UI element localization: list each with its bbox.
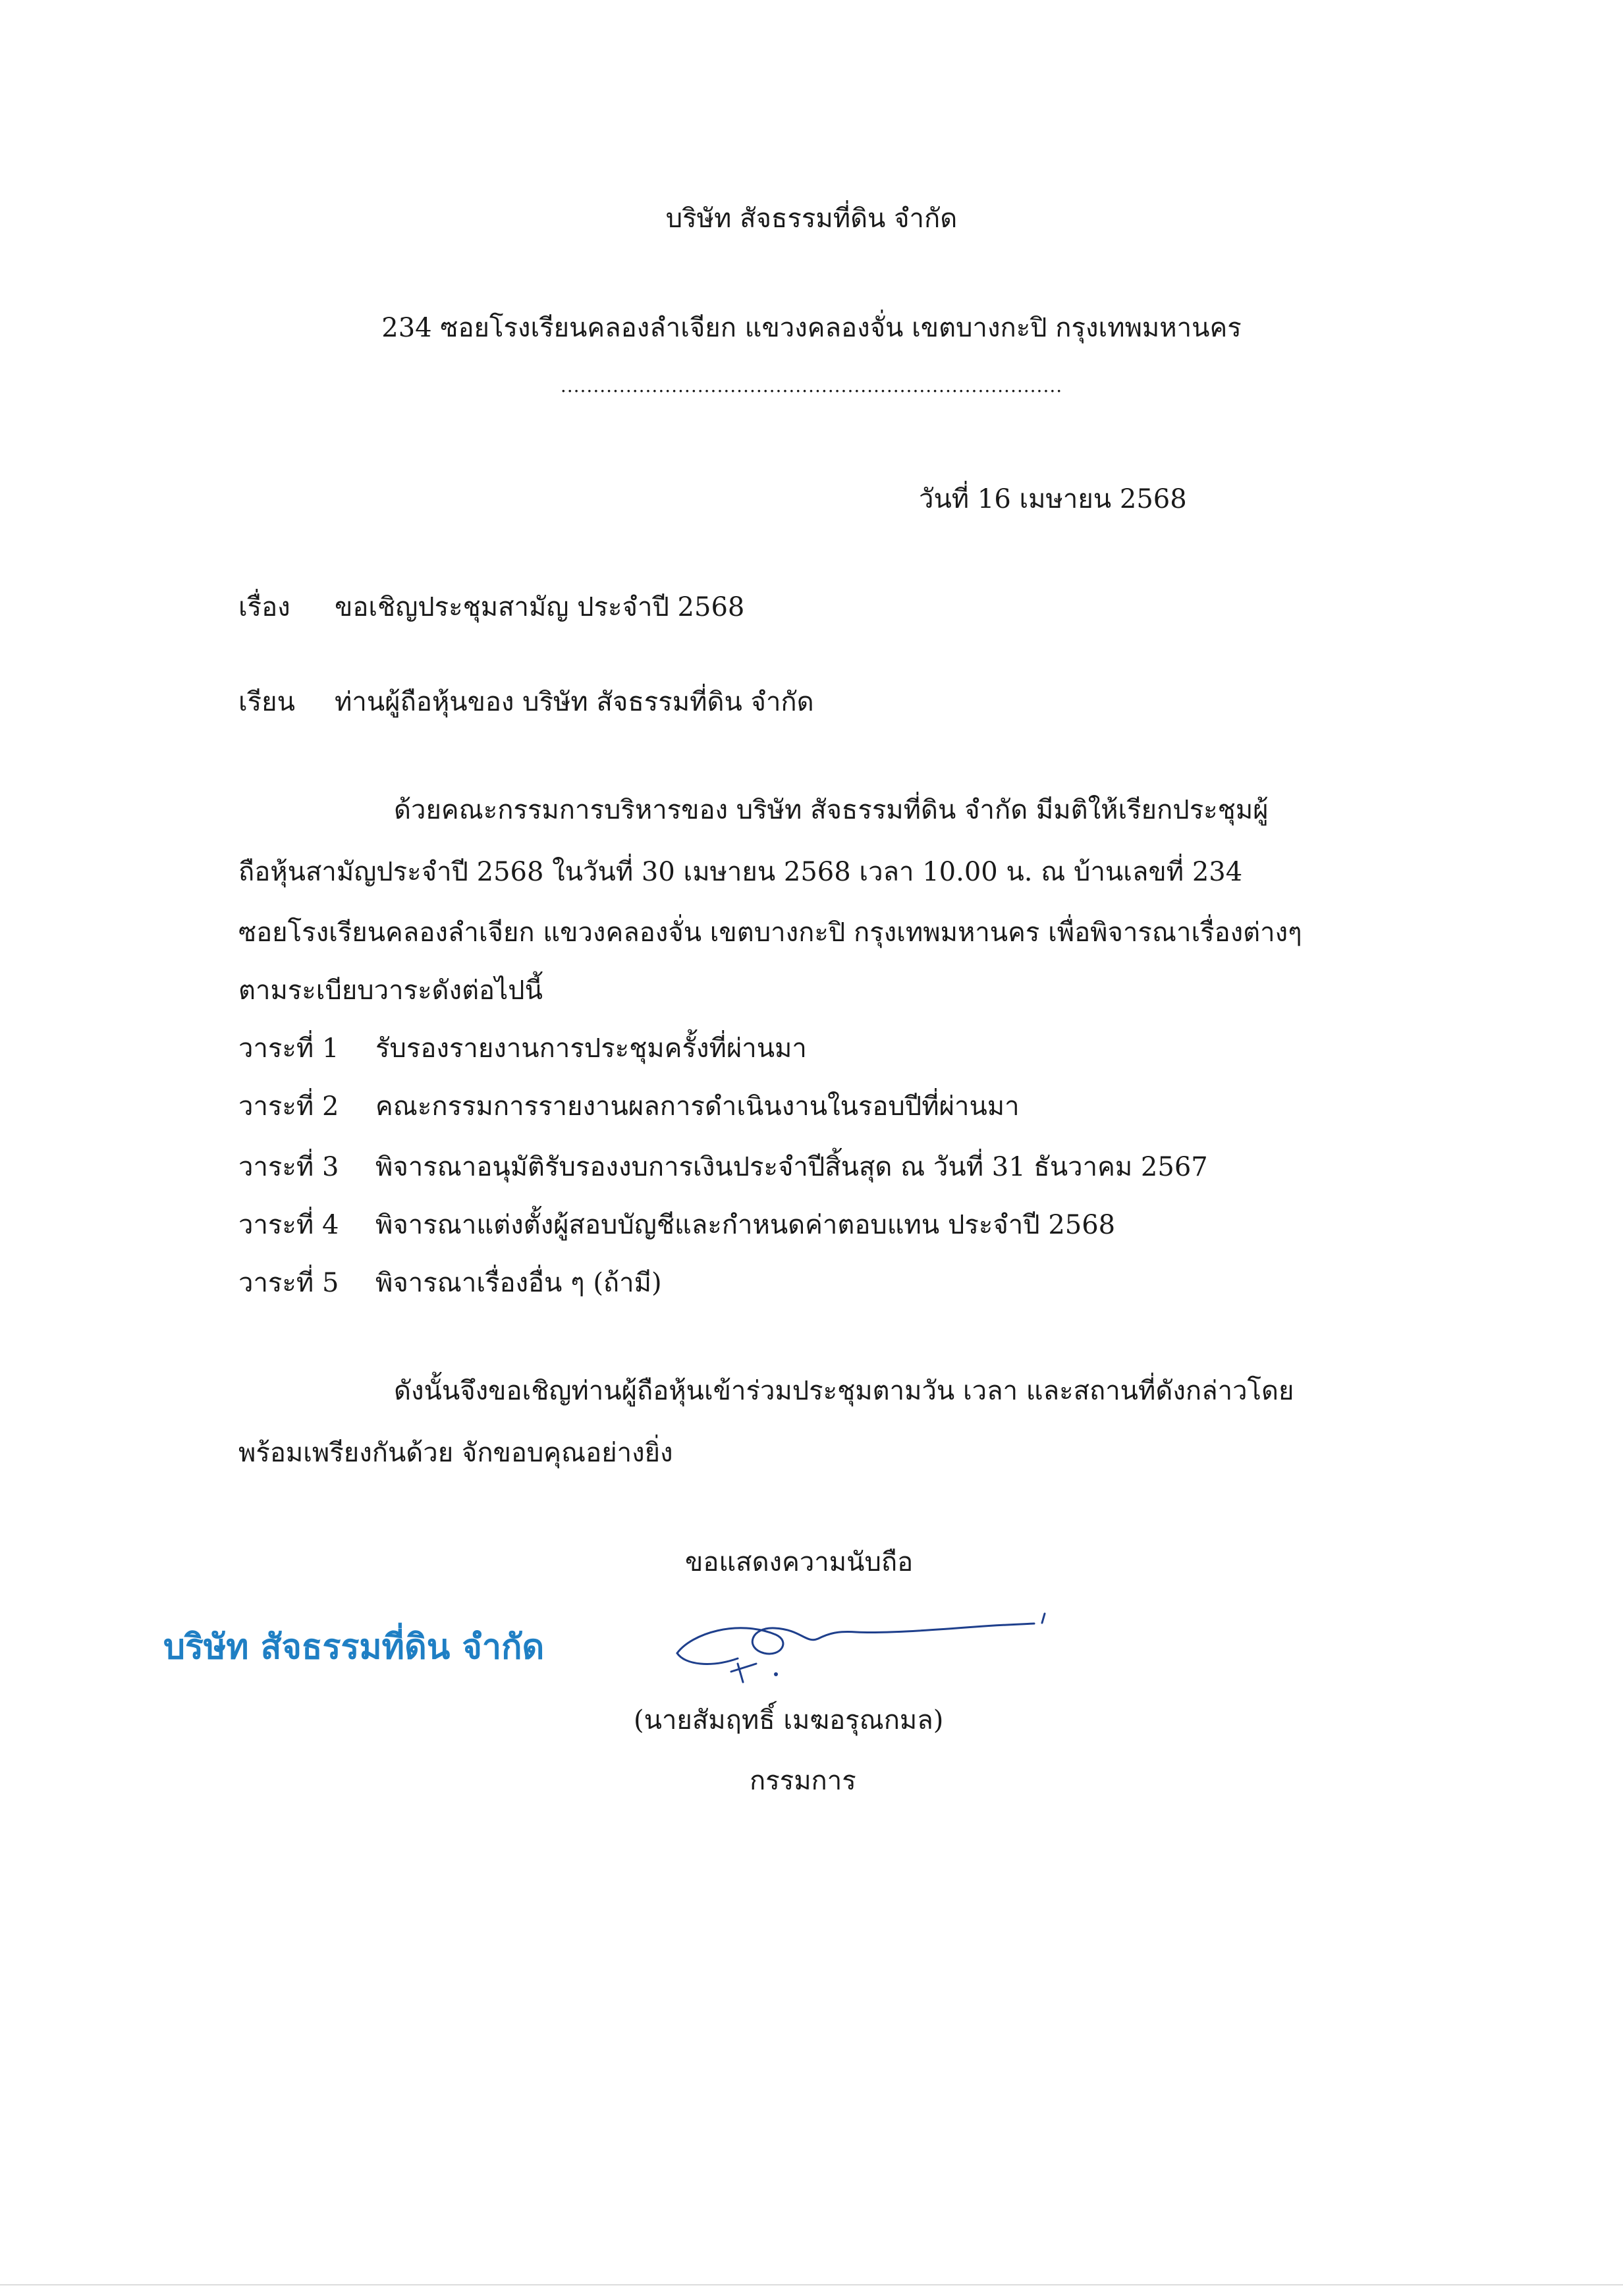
agenda-label: วาระที่ 4	[238, 1210, 339, 1240]
header-separator: .............................................................................	[560, 375, 1063, 396]
signature-image	[665, 1600, 1060, 1706]
agenda-label: วาระที่ 5	[238, 1268, 339, 1298]
body-line: ด้วยคณะกรรมการบริหารของ บริษัท สัจธรรมที่ดิน จำกัด มีมติให้เรียกประชุมผู้	[394, 795, 1269, 825]
body-line: ตามระเบียบวาระดังต่อไปนี้	[238, 975, 543, 1006]
regards-text: ขอแสดงความนับถือ	[685, 1547, 914, 1577]
signer-position: กรรมการ	[750, 1766, 856, 1796]
body-line: ถือหุ้นสามัญประจำปี 2568 ในวันที่ 30 เมษายน 2568 เวลา 10.00 น. ณ บ้านเลขที่ 234	[238, 857, 1243, 887]
company-address: 234 ซอยโรงเรียนคลองลำเจียก แขวงคลองจั่น เขตบางกะปิ กรุงเทพมหานคร	[381, 313, 1242, 343]
agenda-label: วาระที่ 1	[238, 1033, 339, 1064]
letter-date: วันที่ 16 เมษายน 2568	[919, 484, 1187, 514]
page-bottom-edge	[0, 2284, 1623, 2285]
company-name: บริษัท สัจธรรมที่ดิน จำกัด	[665, 204, 958, 234]
agenda-label: วาระที่ 3	[238, 1152, 339, 1182]
subject-text: ขอเชิญประชุมสามัญ ประจำปี 2568	[335, 592, 745, 622]
recipient-text: ท่านผู้ถือหุ้นของ บริษัท สัจธรรมที่ดิน จำกัด	[335, 687, 814, 717]
closing-line: ดังนั้นจึงขอเชิญท่านผู้ถือหุ้นเข้าร่วมประชุมตามวัน เวลา และสถานที่ดังกล่าวโดย	[394, 1376, 1294, 1406]
recipient-label: เรียน	[238, 687, 295, 717]
agenda-item: คณะกรรมการรายงานผลการดำเนินงานในรอบปีที่ผ่านมา	[375, 1091, 1020, 1122]
agenda-item: รับรองรายงานการประชุมครั้งที่ผ่านมา	[375, 1033, 807, 1064]
agenda-item: พิจารณาเรื่องอื่น ๆ (ถ้ามี)	[375, 1268, 662, 1298]
closing-line: พร้อมเพรียงกันด้วย จักขอบคุณอย่างยิ่ง	[238, 1438, 673, 1468]
body-line: ซอยโรงเรียนคลองลำเจียก แขวงคลองจั่น เขตบางกะปิ กรุงเทพมหานคร เพื่อพิจารณาเรื่องต่างๆ	[238, 917, 1302, 948]
subject-label: เรื่อง	[238, 592, 290, 622]
company-stamp: บริษัท สัจธรรมที่ดิน จำกัด	[163, 1627, 545, 1667]
agenda-item: พิจารณาแต่งตั้งผู้สอบบัญชีและกำหนดค่าตอบแทน ประจำปี 2568	[375, 1210, 1116, 1240]
agenda-label: วาระที่ 2	[238, 1091, 339, 1122]
agenda-item: พิจารณาอนุมัติรับรองงบการเงินประจำปีสิ้นสุด ณ วันที่ 31 ธันวาคม 2567	[375, 1152, 1208, 1182]
signer-name: (นายสัมฤทธิ์ เมฆอรุณกมล)	[634, 1705, 944, 1736]
